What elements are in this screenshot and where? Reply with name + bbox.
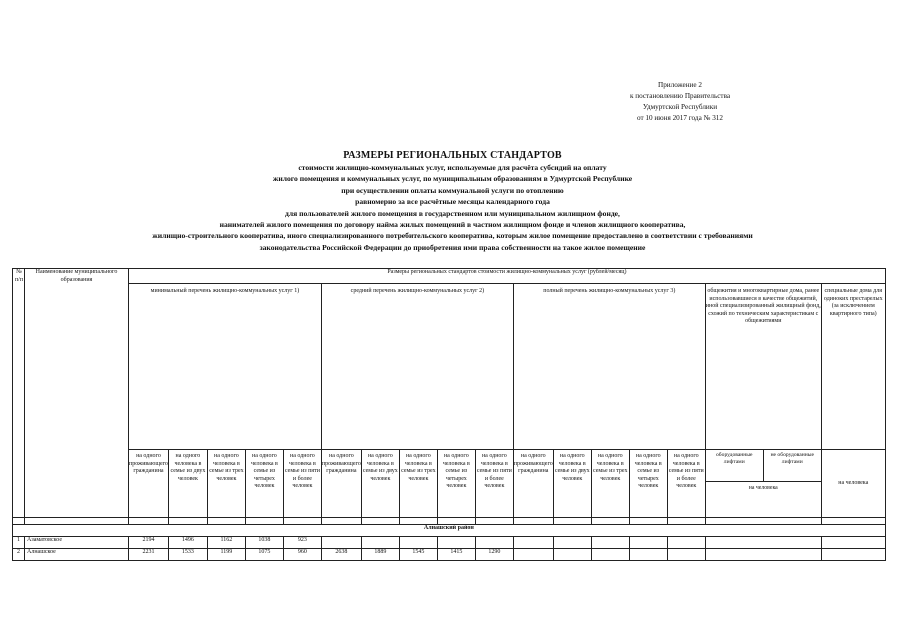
- cell-value: 960: [283, 549, 321, 561]
- row-num: 1: [13, 537, 25, 549]
- cell-value: 1533: [168, 549, 207, 561]
- cell-value: 2231: [129, 549, 169, 561]
- cell-value: 1545: [399, 549, 437, 561]
- cell-value: 2194: [129, 537, 169, 549]
- cell-value: [475, 537, 513, 549]
- cell-value: 1075: [245, 549, 283, 561]
- table-row: [13, 549, 886, 561]
- cell-value: [361, 537, 399, 549]
- subtitle-line: для пользователей жилого помещения в государственном или муниципальном жилищном фонде,: [285, 208, 620, 218]
- group-dorm-header: общежития и многоквартирные дома, ранее использовавшиеся в качестве общежитий, иной специализированный жилищный фонд, схожий по техническим характеристикам с общежитиями: [705, 284, 821, 450]
- sub-header: на одного человека в семье из пяти и более человек: [667, 450, 705, 518]
- group-special-header: специальные дома для одиноких престарелых (за исключением квартирного типа): [821, 284, 885, 450]
- cell-value: 1199: [207, 549, 245, 561]
- sub-header: на одного проживающего гражданина: [129, 450, 169, 518]
- sub-header: на одного человека в семье из двух человек: [553, 450, 591, 518]
- table-row: [13, 537, 886, 549]
- appendix-block: [600, 80, 760, 124]
- row-num: 2: [13, 549, 25, 561]
- subtitle-line: равномерно за все расчётные месяцы календарного года: [355, 197, 550, 207]
- sub-header: на одного человека в семье из двух человек: [168, 450, 207, 518]
- sub-header: на одного человека в семье из трех человек: [207, 450, 245, 518]
- cell-value: 2638: [321, 549, 361, 561]
- sub-header: на одного проживающего гражданина: [321, 450, 361, 518]
- sub-header: на одного человека в семье из четырех человек: [245, 450, 283, 518]
- col-main-header: Размеры региональных стандартов стоимости жилищно-коммунальных услуг (рублей/месяц): [129, 269, 886, 284]
- sub-header: на одного человека в семье из четырех человек: [437, 450, 475, 518]
- appendix-line: Приложение 2: [658, 81, 702, 89]
- group-min-header: минимальный перечень жилищно-коммунальных услуг 1): [129, 284, 322, 450]
- document-title: РАЗМЕРЫ РЕГИОНАЛЬНЫХ СТАНДАРТОВ: [343, 150, 562, 161]
- sub-header: на одного человека в семье из трех человек: [399, 450, 437, 518]
- district-row: Алнашский район: [13, 525, 886, 537]
- col-num-header: № п/п: [13, 269, 25, 518]
- appendix-line: к постановлению Правительства: [629, 92, 731, 100]
- sub-header: на одного человека в семье из двух человек: [361, 450, 399, 518]
- sub-header: на одного человека в семье из пяти и более человек: [283, 450, 321, 518]
- sub-header: на одного проживающего гражданина: [513, 450, 553, 518]
- row-name: Алнашское: [25, 549, 129, 561]
- subtitle-line: при осуществлении оплаты коммунальной услуги по отоплению: [341, 185, 564, 195]
- cell-value: 1496: [168, 537, 207, 549]
- sub-header: на одного человека в семье из пяти и более человек: [475, 450, 513, 518]
- cell-value: 1290: [475, 549, 513, 561]
- dorm-per-person: на человека: [748, 485, 778, 491]
- cell-value: 1162: [207, 537, 245, 549]
- standards-table: [12, 268, 886, 561]
- group-full-header: полный перечень жилищно-коммунальных услуг 3): [513, 284, 705, 450]
- cell-value: 923: [283, 537, 321, 549]
- subtitle-line: стоимости жилищно-коммунальных услуг, используемые для расчёта субсидий на оплату: [298, 163, 607, 172]
- cell-value: 1889: [361, 549, 399, 561]
- subtitle-line: жилого помещения и коммунальных услуг, по муниципальным образованиям в Удмуртской Республике: [272, 174, 633, 184]
- cell-value: 1038: [245, 537, 283, 549]
- document-subtitle: [0, 162, 905, 253]
- subtitle-line: жилищно-строительного кооператива, иного специализированного потребительского кооператива, которым жилое помещение предоставлено в соответствии с требованиями: [152, 231, 753, 241]
- sub-header: на одного человека в семье из четырех человек: [629, 450, 667, 518]
- dorm-not-equipped-header: не оборудованные лифтами: [770, 452, 814, 466]
- cell-value: [321, 537, 361, 549]
- special-per-person: на человека: [821, 450, 885, 518]
- cell-value: 1415: [437, 549, 475, 561]
- cell-value: [437, 537, 475, 549]
- appendix-line: от 10 июня 2017 года № 312: [637, 114, 723, 122]
- appendix-line: Удмуртской Республики: [642, 103, 718, 111]
- subtitle-line: законодательства Российской Федерации до приобретения ими права собственности на такое жилое помещение: [259, 242, 646, 252]
- sub-header: на одного человека в семье из трех человек: [591, 450, 629, 518]
- subtitle-line: нанимателей жилого помещения по договору найма жилых помещений в частном жилищном фонде и членов жилищного кооператива,: [219, 220, 686, 230]
- dorm-sub-header: [705, 450, 821, 518]
- cell-value: [399, 537, 437, 549]
- row-name: Азаматовское: [25, 537, 129, 549]
- dorm-equipped-header: оборудованные лифтами: [706, 450, 764, 481]
- col-name-header: Наименование муниципального образования: [25, 269, 129, 518]
- group-mid-header: средний перечень жилищно-коммунальных услуг 2): [321, 284, 513, 450]
